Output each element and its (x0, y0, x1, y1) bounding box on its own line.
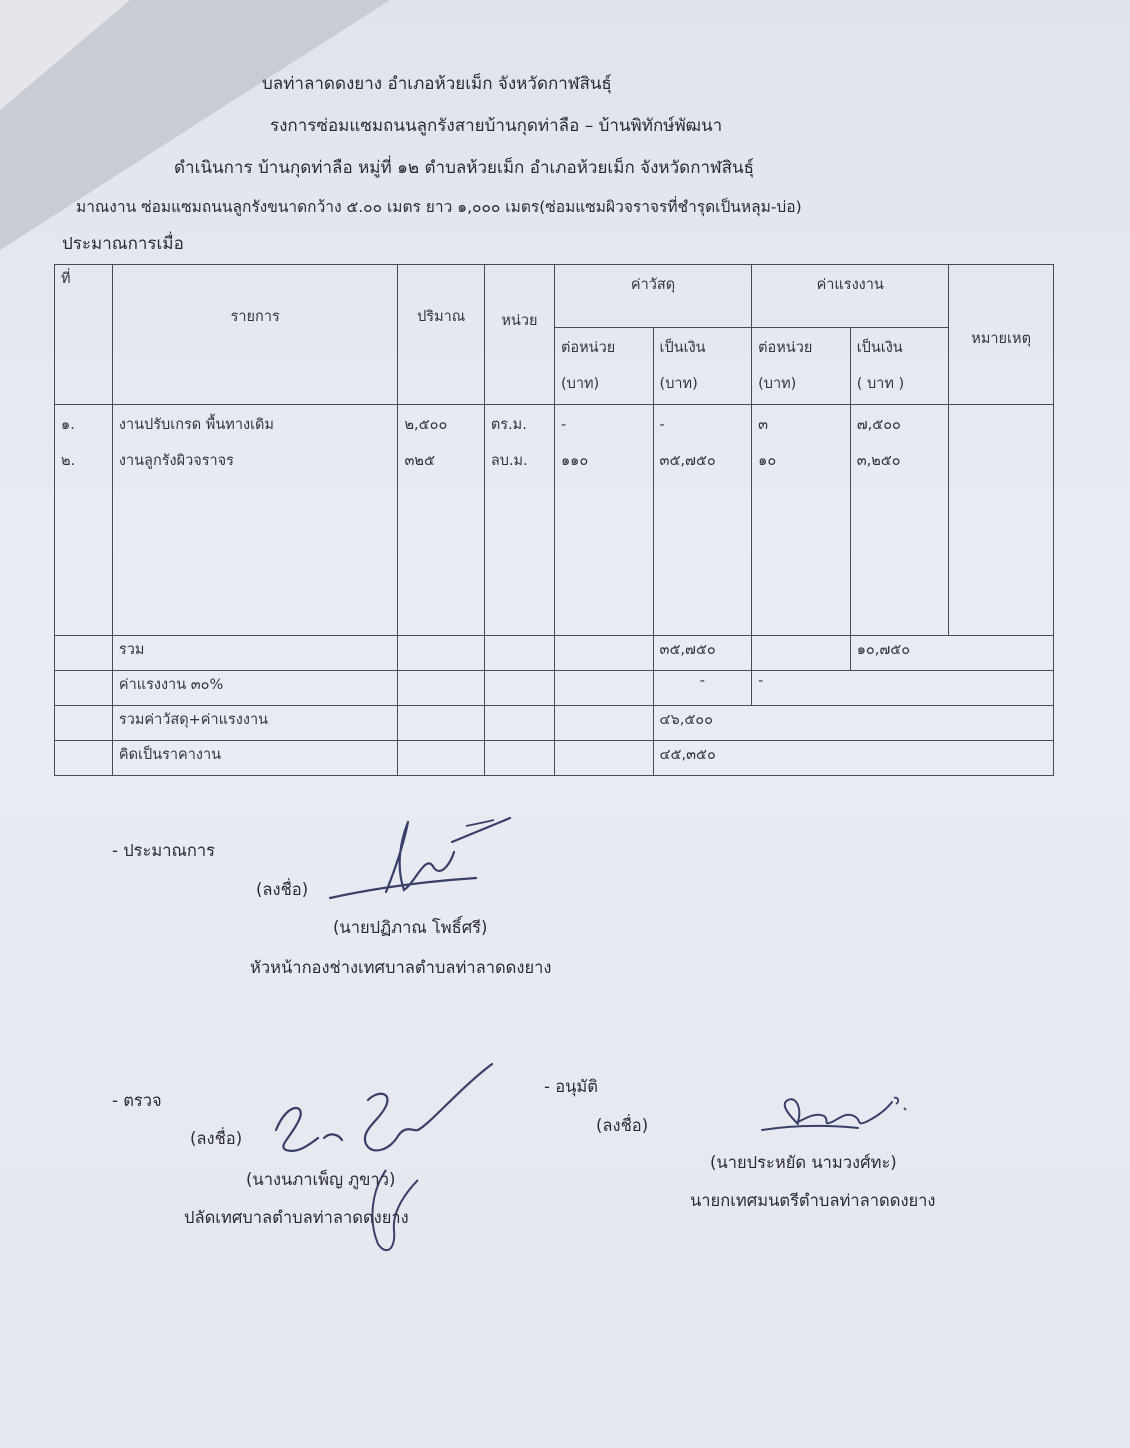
mat-plus-labor-value: ๔๖,๕๐๐ (653, 706, 1053, 741)
folded-corner-highlight (0, 0, 130, 110)
table-body-row (55, 405, 1054, 636)
cell-remark (949, 405, 1054, 636)
cell-item (112, 405, 398, 636)
row-2-unit: ลบ.ม. (490, 453, 528, 469)
header-mat-amount-baht: (บาท) (659, 376, 698, 392)
cell-mat-amount (653, 405, 752, 636)
approver-signature (758, 1094, 918, 1144)
row-1-lab-amount: ๗,๕๐๐ (856, 417, 901, 433)
row-1-unit: ตร.ม. (490, 417, 527, 433)
header-item: รายการ (112, 265, 398, 405)
table-header-row (55, 265, 1054, 328)
cell-lab-amount (850, 405, 949, 636)
cell-mat-unit (554, 405, 653, 636)
row-2-mat-unit: ๑๑๐ (560, 453, 589, 469)
header-mat-amount (653, 328, 752, 405)
row-2-lab-unit: ๑๐ (758, 453, 777, 469)
total-label: รวม (112, 636, 398, 671)
total-lab-amount: ๑๐,๗๕๐ (850, 636, 1053, 671)
header-no: ที่ (55, 265, 113, 405)
approver-role: - อนุมัติ (544, 1077, 598, 1096)
row-2-mat-amount: ๓๕,๗๕๐ (659, 453, 716, 469)
total-mat-amount: ๓๕,๗๕๐ (653, 636, 752, 671)
header-mat-amount-label: เป็นเงิน (659, 340, 706, 356)
row-1-mat-amount: - (659, 417, 665, 433)
header-mat-unit-label: ต่อหน่วย (560, 340, 616, 356)
row-2-no: ๒. (61, 453, 76, 469)
header-lab-amount (850, 328, 949, 405)
header-lab-amount-baht: ( บาท ) (856, 376, 905, 392)
mat-plus-labor-label: รวมค่าวัสดุ+ค่าแรงงาน (112, 706, 398, 741)
header-lab-unit-label: ต่อหน่วย (758, 340, 813, 356)
estimator-role: - ประมาณการ (112, 841, 215, 860)
header-mat-unit-baht: (บาท) (560, 376, 600, 392)
row-2-qty: ๓๒๕ (404, 453, 435, 469)
row-1-lab-unit: ๓ (758, 417, 769, 433)
cell-unit (484, 405, 554, 636)
header-scope: มาณงาน ซ่อมแซมถนนลูกรังขนาดกว้าง ๕.๐๐ เมตร ยาว ๑,๐๐๐ เมตร(ซ่อมแซมผิวจราจรที่ชำรุดเป็นหลุม-บ่อ) (76, 198, 802, 216)
total-row (55, 636, 1054, 671)
mat-plus-labor-row (55, 706, 1054, 741)
estimator-signature (326, 812, 516, 907)
header-location: บลท่าลาดดงยาง อำเภอห้วยเม็ก จังหวัดกาฬสินธุ์ (262, 74, 612, 94)
checker-role: - ตรวจ (112, 1091, 162, 1110)
checker-position: ปลัดเทศบาลตำบลท่าลาดดงยาง (184, 1208, 409, 1227)
header-lab-unit (752, 328, 851, 405)
row-1-item: งานปรับเกรด พื้นทางเดิม (118, 417, 274, 433)
cell-no (55, 405, 113, 636)
estimator-position: หัวหน้ากองช่างเทศบาลตำบลท่าลาดดงยาง (250, 958, 552, 977)
labor-pct-lab: - (752, 671, 1054, 706)
labor-pct-label: ค่าแรงงาน ๓๐% (112, 671, 398, 706)
header-material: ค่าวัสดุ (554, 265, 751, 328)
row-1-qty: ๒,๕๐๐ (404, 417, 448, 433)
header-labor: ค่าแรงงาน (752, 265, 949, 328)
final-price-row (55, 741, 1054, 776)
header-site: ดำเนินการ บ้านกุดท่าลือ หมู่ที่ ๑๒ ตำบลห้วยเม็ก อำเภอห้วยเม็ก จังหวัดกาฬสินธุ์ (174, 158, 755, 178)
checker-name: (นางนภาเพ็ญ ภูขาว) (246, 1170, 396, 1189)
header-remark: หมายเหตุ (949, 265, 1054, 405)
approver-position: นายกเทศมนตรีตำบลท่าลาดดงยาง (690, 1191, 936, 1210)
labor-pct-mat: - (653, 671, 752, 706)
approver-name: (นายประหยัด นามวงศ์ทะ) (710, 1153, 897, 1172)
final-price-value: ๔๕,๓๕๐ (653, 741, 1053, 776)
estimate-table (54, 264, 1054, 776)
approver-sign-label: (ลงชื่อ) (596, 1116, 649, 1135)
header-mat-unit (554, 328, 653, 405)
header-estimate-date: ประมาณการเมื่อ (62, 234, 184, 254)
header-lab-unit-baht: (บาท) (758, 376, 797, 392)
row-1-no: ๑. (61, 417, 75, 433)
header-lab-amount-label: เป็นเงิน (856, 340, 903, 356)
estimator-sign-label: (ลงชื่อ) (256, 880, 309, 899)
final-price-label: คิดเป็นราคางาน (112, 741, 398, 776)
row-1-mat-unit: - (560, 417, 567, 433)
header-project: รงการซ่อมแซมถนนลูกรังสายบ้านกุดท่าลือ – บ้านพิทักษ์พัฒนา (270, 116, 723, 136)
row-2-item: งานลูกรังผิวจราจร (118, 453, 234, 469)
cell-qty (398, 405, 484, 636)
estimator-name: (นายปฏิภาณ โพธิ์ศรี) (333, 918, 488, 937)
checker-sign-label: (ลงชื่อ) (190, 1129, 243, 1148)
header-unit: หน่วย (484, 265, 554, 405)
labor-pct-row (55, 671, 1054, 706)
cell-lab-unit (752, 405, 851, 636)
row-2-lab-amount: ๓,๒๕๐ (856, 453, 901, 469)
header-qty: ปริมาณ (398, 265, 484, 405)
